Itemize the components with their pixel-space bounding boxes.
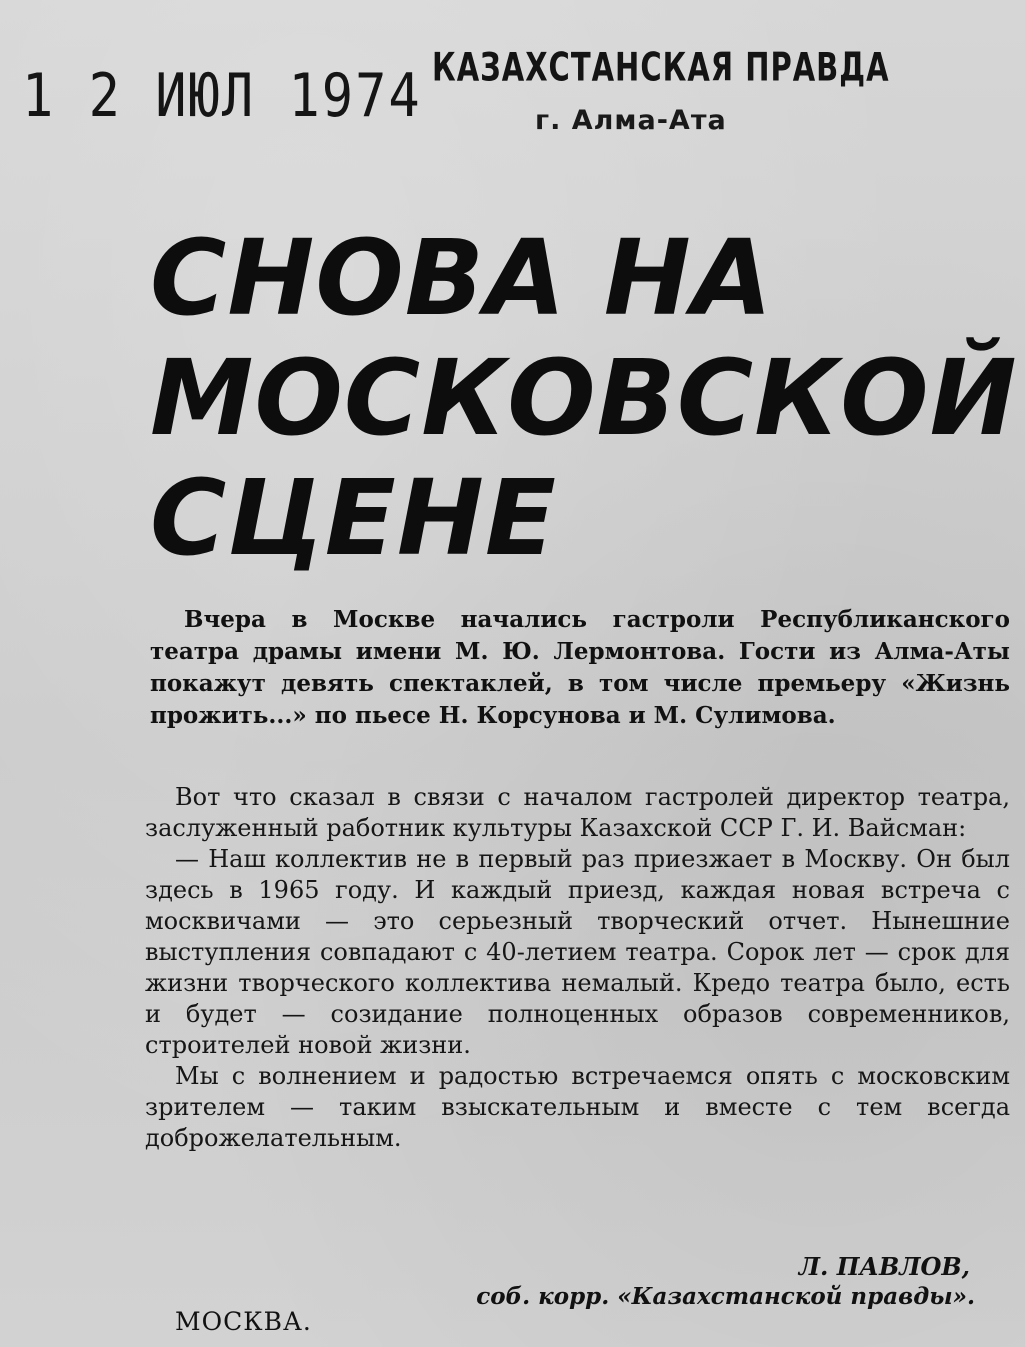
- body-paragraph-2: — Наш коллектив не в первый раз приезжает в Москву. Он был здесь в 1965 году. И каждый приезд, каждая новая встреча с москвичами — это серьезный творческий отчет. Нынешние выступления совпадают с 40-летием театра. Сорок лет — срок для жизни творческого коллектива немалый. Кредо театра было, есть и будет — созидание полноценных образов современников, строителей новой жизни.: [145, 845, 1010, 1059]
- city-stamp: г. Алма-Ата: [535, 105, 727, 136]
- article-body: [145, 782, 1010, 1154]
- article-dateline: МОСКВА.: [175, 1307, 312, 1336]
- author-signature: Л. ПАВЛОВ,: [798, 1252, 970, 1281]
- headline-line-3: СЦЕНЕ: [150, 457, 557, 579]
- article-lead: Вчера в Москве начались гастроли Республиканского театра драмы имени М. Ю. Лермонтова. Гости из Алма-Аты покажут девять спектаклей, в том числе премьеру «Жизнь прожить...» по пьесе Н. Корсунова и М. Сулимова.: [150, 606, 1010, 729]
- headline-line-2: МОСКОВСКОЙ: [150, 337, 1018, 459]
- body-paragraph-1: Вот что сказал в связи с началом гастролей директор театра, заслуженный работник культуры Казахской ССР Г. И. Вайсман:: [145, 783, 1010, 842]
- body-paragraph-3: Мы с волнением и радостью встречаемся опять с московским зрителем — таким взыскательным и вместе с тем всегда доброжелательным.: [145, 1062, 1010, 1152]
- newspaper-name-stamp: КАЗАХСТАНСКАЯ ПРАВДА: [432, 44, 890, 90]
- author-affiliation: соб. корр. «Казахстанской правды».: [476, 1283, 975, 1310]
- article-headline: [150, 217, 1018, 579]
- date-stamp: 1 2 ИЮЛ 1974: [22, 62, 422, 131]
- headline-line-1: СНОВА НА: [150, 217, 774, 339]
